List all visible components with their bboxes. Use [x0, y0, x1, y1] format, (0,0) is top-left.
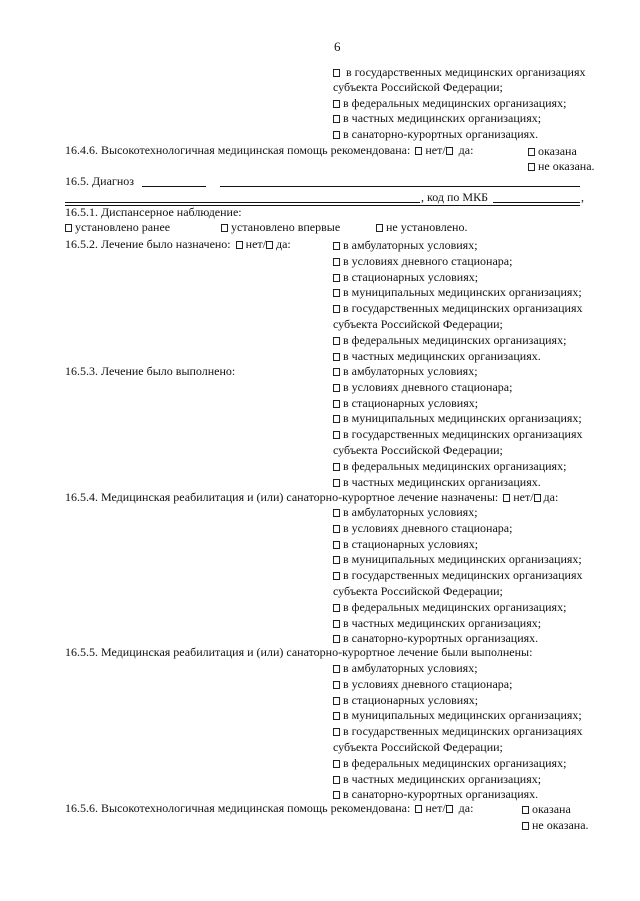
checkbox-yes[interactable] [446, 147, 453, 155]
option-item [333, 552, 582, 566]
option-label: в стационарных условиях; [343, 269, 479, 284]
checkbox[interactable] [333, 337, 340, 345]
checkbox[interactable] [333, 431, 340, 439]
option-item [333, 616, 541, 630]
checkbox[interactable] [333, 541, 340, 549]
diagnosis-field-1[interactable] [142, 186, 206, 187]
option-continuation [333, 443, 503, 457]
option-label: установлено впервые [231, 220, 341, 234]
page-number: 6 [334, 39, 341, 54]
option-label: не оказана. [532, 818, 589, 832]
checkbox[interactable] [333, 305, 340, 313]
option-item [333, 756, 566, 770]
option-label: в частных медицинских организациях. [343, 348, 541, 363]
option-label: не оказана. [538, 159, 595, 173]
option-label: в государственных медицинских организациях [343, 301, 583, 316]
checkbox-yes[interactable] [534, 494, 541, 502]
checkbox[interactable] [376, 224, 383, 232]
option-label: в амбулаторных условиях; [343, 364, 478, 378]
option-label: в государственных медицинских организациях [343, 568, 583, 583]
option-item [333, 772, 541, 786]
checkbox[interactable] [333, 760, 340, 768]
top-option [333, 65, 585, 79]
checkbox[interactable] [333, 665, 340, 673]
checkbox[interactable] [333, 681, 340, 689]
option-label: в стационарных условиях; [343, 692, 479, 707]
option-established-earlier [65, 220, 170, 234]
option-item [333, 349, 541, 363]
option-label: субъекта Российской Федерации; [333, 740, 503, 754]
option-label: установлено ранее [75, 220, 171, 234]
option-label: в частных медицинских организациях; [343, 771, 542, 786]
checkbox[interactable] [333, 289, 340, 297]
option-label: в частных медицинских организациях. [343, 474, 541, 489]
checkbox[interactable] [333, 479, 340, 487]
option-label: в санаторно-курортных организациях. [343, 127, 539, 141]
option-item [333, 238, 478, 252]
option-provided [522, 802, 571, 816]
checkbox[interactable] [522, 806, 529, 814]
option-label: в государственных медицинских организациях [346, 65, 586, 79]
top-option-cont: субъекта Российской Федерации; [333, 80, 503, 94]
option-label: в стационарных условиях; [343, 536, 479, 551]
section-label: 16.5.2. Лечение было назначено: [65, 237, 231, 251]
checkbox[interactable] [333, 131, 340, 139]
no-label: нет/ [425, 801, 446, 815]
option-item [333, 521, 512, 535]
punct: , [581, 190, 584, 204]
option-continuation [333, 740, 503, 754]
option-item [333, 661, 478, 675]
option-label: в муниципальных медицинских организациях; [343, 552, 582, 567]
option-label: не установлено. [386, 220, 468, 234]
option-item [333, 380, 512, 394]
option-item [333, 396, 478, 410]
checkbox-no[interactable] [503, 494, 510, 502]
checkbox[interactable] [333, 69, 340, 77]
checkbox[interactable] [333, 115, 340, 123]
section-16-5-5: 16.5.5. Медицинская реабилитация и (или) санаторно-курортное лечение были выполнены: [65, 645, 533, 659]
option-item [333, 285, 582, 299]
checkbox[interactable] [333, 384, 340, 392]
option-item [333, 333, 566, 347]
yes-label: да: [458, 801, 474, 815]
option-not-established [376, 220, 467, 234]
option-item [333, 724, 582, 738]
checkbox[interactable] [333, 415, 340, 423]
checkbox-yes[interactable] [446, 805, 453, 813]
checkbox-no[interactable] [415, 147, 422, 155]
option-label: в государственных медицинских организациях [343, 427, 583, 442]
diagnosis-field-2[interactable] [220, 186, 580, 187]
checkbox[interactable] [333, 572, 340, 580]
mkb-label: , код по МКБ [421, 190, 488, 204]
option-item [333, 708, 582, 722]
section-label: 16.5.4. Медицинская реабилитация и (или) санаторно-курортное лечение назначены: [65, 490, 499, 504]
checkbox[interactable] [333, 776, 340, 784]
option-item [333, 475, 541, 489]
section-16-5-2 [65, 237, 291, 251]
checkbox[interactable] [333, 274, 340, 282]
option-label: в амбулаторных условиях; [343, 661, 478, 675]
section-label: 16.5.6. Высокотехнологичная медицинская помощь рекомендована: [65, 801, 411, 815]
option-label: в санаторно-курортных организациях. [343, 631, 539, 646]
option-label: в муниципальных медицинских организациях; [343, 411, 582, 426]
checkbox[interactable] [65, 224, 72, 232]
checkbox[interactable] [522, 822, 529, 830]
option-label: в муниципальных медицинских организациях; [343, 708, 582, 723]
option-item [333, 568, 582, 582]
option-item [333, 254, 512, 268]
yes-label: да: [458, 143, 474, 157]
option-label: в частных медицинских организациях; [343, 615, 542, 630]
top-option [333, 127, 538, 141]
diagnosis-label: 16.5. Диагноз [65, 174, 135, 188]
checkbox[interactable] [333, 604, 340, 612]
checkbox[interactable] [333, 242, 340, 250]
option-label: в условиях дневного стационара; [343, 520, 513, 535]
option-item [333, 677, 512, 691]
checkbox[interactable] [221, 224, 228, 232]
checkbox[interactable] [333, 525, 340, 533]
checkbox[interactable] [333, 509, 340, 517]
section-label: 16.4.6. Высокотехнологичная медицинская помощь рекомендована: [65, 143, 411, 157]
option-label: субъекта Российской Федерации; [333, 584, 503, 598]
diagnosis-field-3[interactable] [65, 202, 420, 203]
checkbox[interactable] [333, 368, 340, 376]
option-item [333, 459, 566, 473]
section-16-5-6 [65, 801, 473, 815]
option-label: в частных медицинских организациях; [343, 111, 542, 125]
option-label: в государственных медицинских организациях [343, 724, 583, 739]
section-16-4-6 [65, 143, 473, 157]
option-label: в санаторно-курортных организациях. [343, 787, 539, 802]
checkbox[interactable] [528, 163, 535, 171]
yes-label: да: [543, 490, 559, 504]
checkbox[interactable] [333, 463, 340, 471]
option-continuation [333, 317, 503, 331]
option-not-provided [522, 818, 589, 832]
no-label: нет/ [425, 143, 446, 157]
section-16-5-3: 16.5.3. Лечение было выполнено: [65, 364, 236, 378]
checkbox-no[interactable] [415, 805, 422, 813]
checkbox[interactable] [333, 620, 340, 628]
option-label: оказана [538, 144, 577, 158]
mkb-code-field[interactable] [493, 202, 580, 203]
checkbox[interactable] [333, 556, 340, 564]
option-label: в амбулаторных условиях; [343, 505, 478, 519]
checkbox[interactable] [333, 400, 340, 408]
option-label: оказана [532, 802, 571, 816]
option-item [333, 600, 566, 614]
option-label: в федеральных медицинских организациях; [343, 458, 567, 473]
section-16-5-4 [65, 490, 558, 504]
option-item [333, 270, 478, 284]
option-label: в условиях дневного стационара; [343, 253, 513, 268]
option-item [333, 427, 582, 441]
option-label: в условиях дневного стационара; [343, 676, 513, 691]
checkbox[interactable] [333, 697, 340, 705]
checkbox-yes[interactable] [266, 241, 273, 249]
option-item [333, 537, 478, 551]
top-option [333, 111, 541, 125]
no-label: нет/ [513, 490, 534, 504]
option-item [333, 364, 478, 378]
option-item [333, 505, 478, 519]
checkbox[interactable] [333, 635, 340, 643]
option-item [333, 411, 582, 425]
checkbox-no[interactable] [236, 241, 243, 249]
option-not-provided [528, 159, 595, 173]
option-item [333, 631, 538, 645]
checkbox[interactable] [333, 728, 340, 736]
yes-label: да: [275, 237, 291, 251]
option-label: субъекта Российской Федерации; [333, 443, 503, 457]
checkbox[interactable] [528, 148, 535, 156]
section-16-5-1: 16.5.1. Диспансерное наблюдение: [65, 205, 242, 219]
checkbox[interactable] [333, 258, 340, 266]
option-continuation [333, 584, 503, 598]
no-label: нет/ [245, 237, 266, 251]
option-label: в федеральных медицинских организациях; [343, 332, 567, 347]
option-label: в федеральных медицинских организациях; [343, 755, 567, 770]
checkbox[interactable] [333, 100, 340, 108]
option-label: в амбулаторных условиях; [343, 238, 478, 252]
option-item [333, 693, 478, 707]
option-label: в федеральных медицинских организациях; [343, 599, 567, 614]
option-provided [528, 144, 577, 158]
top-option [333, 96, 566, 110]
option-label: в условиях дневного стационара; [343, 379, 513, 394]
option-label: в федеральных медицинских организациях; [343, 96, 567, 110]
checkbox[interactable] [333, 791, 340, 799]
option-label: в стационарных условиях; [343, 395, 479, 410]
checkbox[interactable] [333, 712, 340, 720]
checkbox[interactable] [333, 353, 340, 361]
option-item [333, 301, 582, 315]
option-label: субъекта Российской Федерации; [333, 317, 503, 331]
option-established-first [221, 220, 340, 234]
option-label: в муниципальных медицинских организациях; [343, 285, 582, 300]
option-item [333, 787, 538, 801]
